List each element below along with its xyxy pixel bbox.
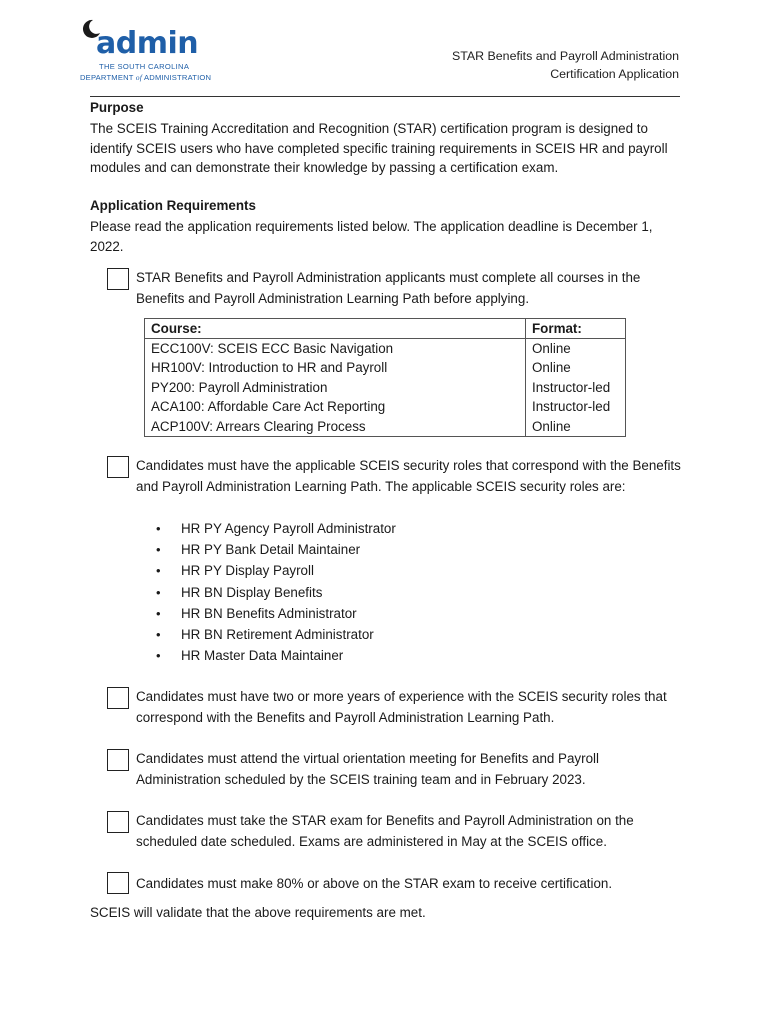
list-item: • HR BN Display Benefits <box>156 582 396 603</box>
format-cell: Instructor-led <box>526 397 626 417</box>
requirements-intro: Please read the application requirements listed below. The application deadline is December 1, 2022. <box>90 219 653 254</box>
table-row <box>145 377 626 397</box>
format-column-header: Format: <box>526 319 626 339</box>
course-cell: HR100V: Introduction to HR and Payroll <box>145 358 526 378</box>
format-cell: Online <box>526 416 626 436</box>
table-row <box>145 397 626 417</box>
list-item: • HR BN Retirement Administrator <box>156 624 396 645</box>
list-item: • HR Master Data Maintainer <box>156 645 396 666</box>
table-row <box>145 358 626 378</box>
requirement-checkbox-3[interactable] <box>107 687 129 709</box>
course-table <box>144 318 626 437</box>
requirement-text-2: Candidates must have the applicable SCEIS security roles that correspond with the Benefits and Payroll Administration Learning Path. The applicable SCEIS security roles are: <box>136 458 681 494</box>
course-cell: ACP100V: Arrears Clearing Process <box>145 416 526 436</box>
requirement-text-4: Candidates must attend the virtual orientation meeting for Benefits and Payroll Administration scheduled by the SCEIS training team and in February 2023. <box>136 751 599 787</box>
requirement-checkbox-5[interactable] <box>107 811 129 833</box>
format-cell: Instructor-led <box>526 377 626 397</box>
table-row <box>145 416 626 436</box>
requirement-text-3: Candidates must have two or more years of experience with the SCEIS security roles that correspond with the Benefits and Payroll Administration Learning Path. <box>136 689 667 725</box>
document-title-line-2: Certification Application <box>550 67 679 81</box>
format-cell: Online <box>526 358 626 378</box>
requirement-checkbox-4[interactable] <box>107 749 129 771</box>
requirement-checkbox-6[interactable] <box>107 872 129 894</box>
security-roles-list <box>156 518 396 666</box>
requirement-checkbox-1[interactable] <box>107 268 129 290</box>
document-title-line-1: STAR Benefits and Payroll Administration <box>451 49 679 63</box>
course-cell: ECC100V: SCEIS ECC Basic Navigation <box>145 338 526 358</box>
course-cell: PY200: Payroll Administration <box>145 377 526 397</box>
table-header-row <box>145 319 626 339</box>
list-item: • HR PY Display Payroll <box>156 560 396 581</box>
logo-tagline-2: DEPARTMENT of ADMINISTRATION <box>80 73 212 82</box>
course-cell: ACA100: Affordable Care Act Reporting <box>145 397 526 417</box>
format-cell: Online <box>526 338 626 358</box>
requirement-text-5: Candidates must take the STAR exam for Benefits and Payroll Administration on the scheduled date scheduled. Exams are administered in May at the SCEIS office. <box>136 813 634 849</box>
purpose-text: The SCEIS Training Accreditation and Recognition (STAR) certification program is designed to identify SCEIS users who have completed specific training requirements in SCEIS HR and payroll modules and can demonstrate their knowledge by passing a certification exam. <box>90 121 668 175</box>
list-item: • HR PY Bank Detail Maintainer <box>156 539 396 560</box>
requirement-text-6: Candidates must make 80% or above on the STAR exam to receive certification. <box>136 876 613 891</box>
requirement-checkbox-2[interactable] <box>107 456 129 478</box>
requirement-text-1: STAR Benefits and Payroll Administration applicants must complete all courses in the Benefits and Payroll Administration Learning Path before applying. <box>136 270 641 306</box>
purpose-heading: Purpose <box>90 100 144 115</box>
agency-logo <box>80 18 230 88</box>
list-item: • HR BN Benefits Administrator <box>156 603 396 624</box>
list-item: • HR PY Agency Payroll Administrator <box>156 518 396 539</box>
course-column-header: Course: <box>145 319 526 339</box>
requirements-heading: Application Requirements <box>90 198 256 213</box>
closing-statement: SCEIS will validate that the above requirements are met. <box>90 905 426 920</box>
header-divider <box>90 96 680 97</box>
document-title <box>452 47 679 83</box>
table-row <box>145 338 626 358</box>
logo-wordmark: admin <box>96 26 199 61</box>
logo-tagline-1: THE SOUTH CAROLINA <box>99 62 190 71</box>
